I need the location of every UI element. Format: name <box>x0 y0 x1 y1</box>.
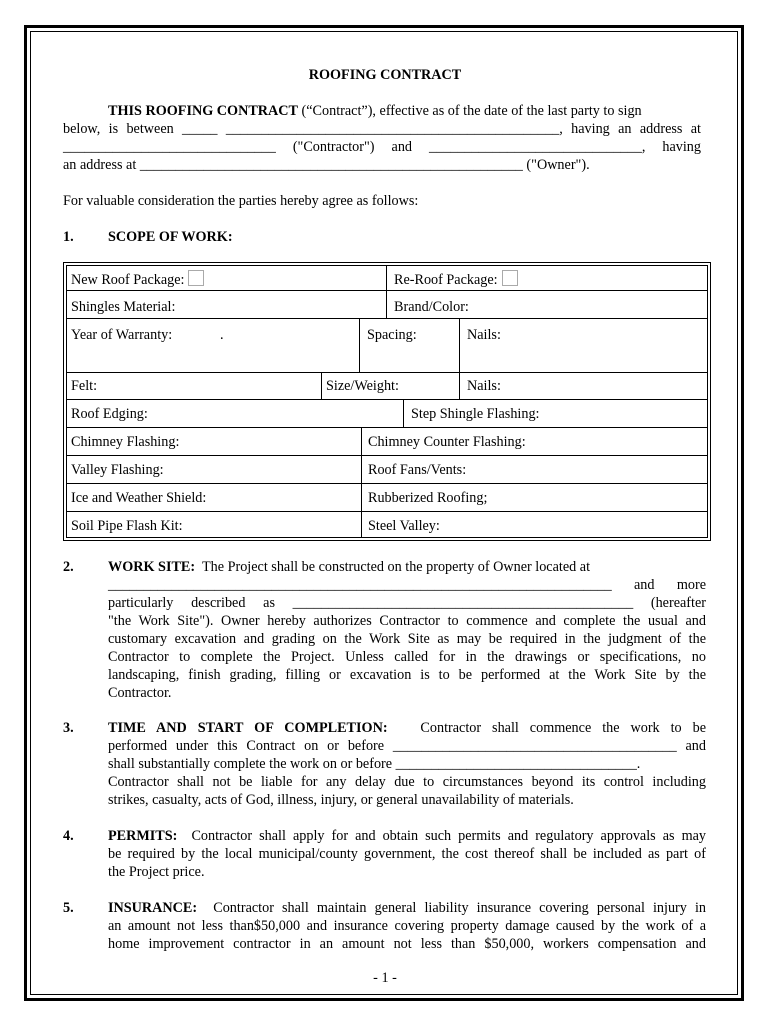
section-5-line-2: an amount not less than$50,000 and insurance covering property damage caused by the work of a <box>108 918 706 934</box>
roof-edging-label: Roof Edging: <box>71 406 148 422</box>
section-3-line-2: performed under this Contract on or before ________________________________________ and <box>108 738 706 754</box>
section-3-line-5: strikes, casualty, acts of God, illness, injury, or general unavailability of materials. <box>108 792 574 808</box>
section-2-line-1: WORK SITE: The Project shall be constructed on the property of Owner located at <box>108 559 591 575</box>
year-of-warranty-label: Year of Warranty: <box>71 327 173 343</box>
document-title: ROOFING CONTRACT <box>308 67 462 83</box>
section-2-number: 2. <box>63 559 74 575</box>
section-3-number: 3. <box>63 720 74 736</box>
intro-line-1: THIS ROOFING CONTRACT (“Contract”), effective as of the date of the last party to sign <box>108 103 642 119</box>
section-2-line-2: _______________________________________________________________________ and more <box>108 577 706 593</box>
felt-label: Felt: <box>71 378 98 394</box>
re-roof-package-checkbox[interactable] <box>502 270 518 286</box>
re-roof-package-field: Re-Roof Package: <box>394 270 518 289</box>
consideration-text: For valuable consideration the parties hereby agree as follows: <box>63 193 419 209</box>
spacing-label: Spacing: <box>367 327 417 343</box>
section-3-line-1: TIME AND START OF COMPLETION: Contractor shall commence the work to be <box>108 720 706 736</box>
rubberized-roofing-label: Rubberized Roofing; <box>368 490 488 506</box>
section-4-number: 4. <box>63 828 74 844</box>
section-4-line-1: PERMITS: Contractor shall apply for and obtain such permits and regulatory approvals as may <box>108 828 706 844</box>
ice-weather-shield-label: Ice and Weather Shield: <box>71 490 207 506</box>
page-number: - 1 - <box>373 970 397 986</box>
size-weight-label: Size/Weight: <box>326 378 399 394</box>
section-2-line-3: particularly described as ________________________________________________ (hereafter <box>108 595 706 611</box>
brand-color-label: Brand/Color: <box>394 299 469 315</box>
intro-line-3: ______________________________ ("Contractor") and ______________________________, having <box>63 139 701 155</box>
section-4-line-2: be required by the local municipal/county government, the cost thereof shall be included as part of <box>108 846 706 862</box>
section-3-line-4: Contractor shall not be liable for any delay due to circumstances beyond its control including <box>108 774 706 790</box>
section-5-line-3: home improvement contractor in an amount not less than $50,000, workers compensation and <box>108 936 706 952</box>
intro-line-4: an address at ______________________________________________________ ("Owner"). <box>63 157 590 173</box>
shingles-material-label: Shingles Material: <box>71 299 176 315</box>
new-roof-package-checkbox[interactable] <box>188 270 204 286</box>
nails-label-1: Nails: <box>467 327 501 343</box>
section-4-line-3: the Project price. <box>108 864 205 880</box>
section-2-line-5: customary excavation and grading on the Work Site as may be required in the judgment of the <box>108 631 706 647</box>
nails-label-2: Nails: <box>467 378 501 394</box>
section-2-line-4: "the Work Site"). Owner hereby authorizes Contractor to commence and complete the usual and <box>108 613 706 629</box>
section-2-line-8: Contractor. <box>108 685 172 701</box>
valley-flashing-label: Valley Flashing: <box>71 462 164 478</box>
step-shingle-flashing-label: Step Shingle Flashing: <box>411 406 540 422</box>
section-1-number: 1. <box>63 229 74 245</box>
soil-pipe-flash-kit-label: Soil Pipe Flash Kit: <box>71 518 183 534</box>
year-of-warranty-dot: . <box>220 327 224 343</box>
section-2-line-7: landscaping, finish grading, filling or excavation is to be performed at the Work Site by the <box>108 667 706 683</box>
chimney-counter-flashing-label: Chimney Counter Flashing: <box>368 434 526 450</box>
section-2-line-6: Contractor to complete the Project. Unless called for in the drawings or specifications, no <box>108 649 706 665</box>
chimney-flashing-label: Chimney Flashing: <box>71 434 180 450</box>
section-3-line-3: shall substantially complete the work on or before __________________________________. <box>108 756 641 772</box>
section-5-number: 5. <box>63 900 74 916</box>
steel-valley-label: Steel Valley: <box>368 518 440 534</box>
intro-line-2: below, is between _____ _______________________________________________, having an address at <box>63 121 701 137</box>
new-roof-package-field: New Roof Package: <box>71 270 204 289</box>
section-5-line-1: INSURANCE: Contractor shall maintain general liability insurance covering personal injury in <box>108 900 706 916</box>
roof-fans-vents-label: Roof Fans/Vents: <box>368 462 467 478</box>
section-1-heading: SCOPE OF WORK: <box>108 229 233 245</box>
